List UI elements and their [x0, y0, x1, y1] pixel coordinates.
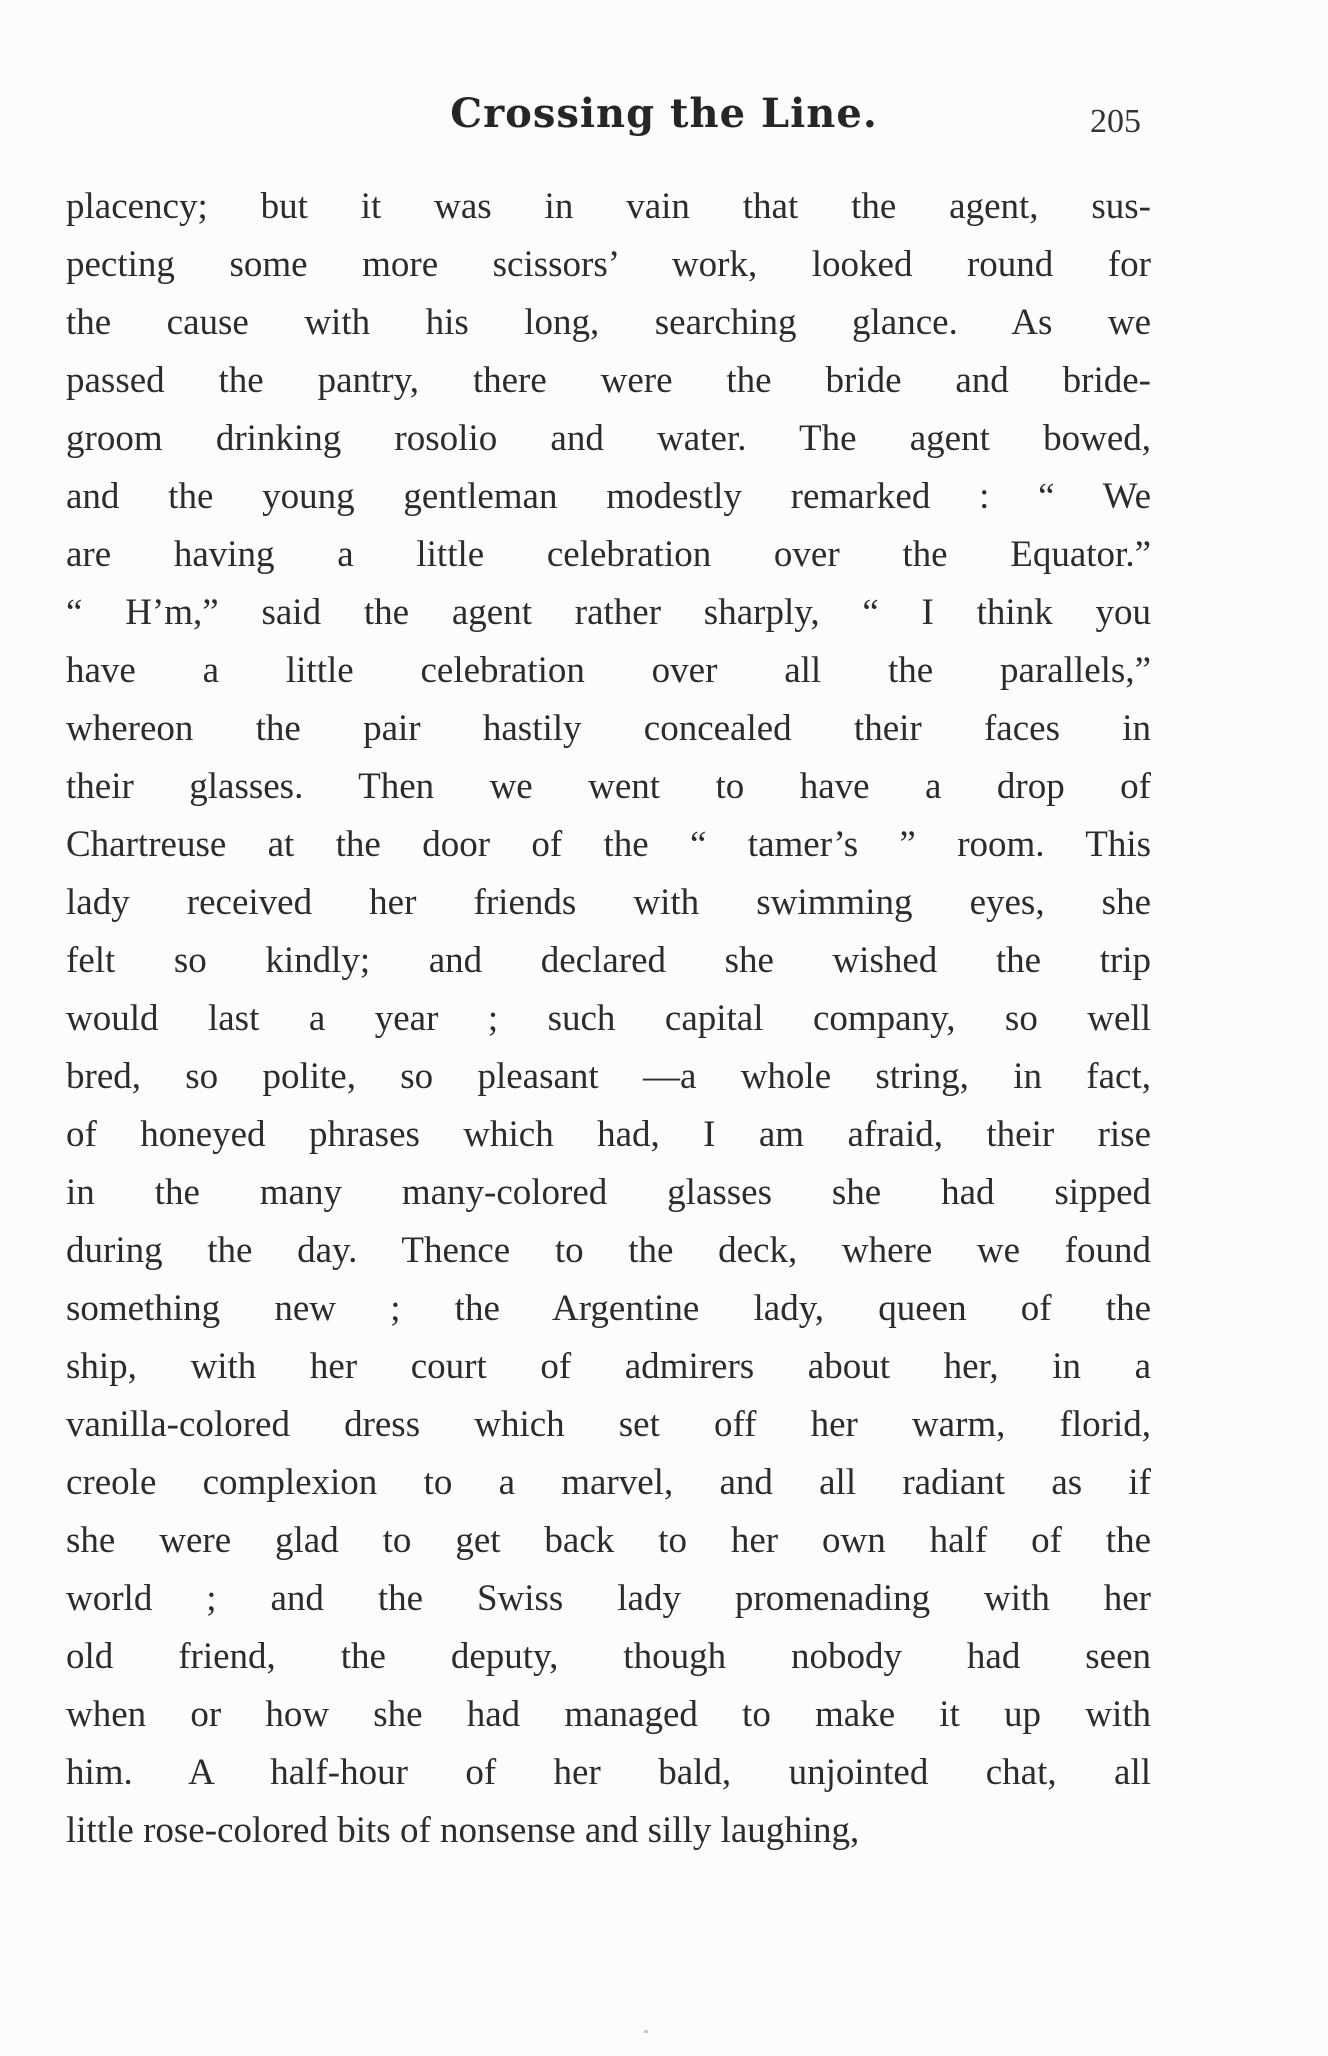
text-line: the cause with his long, searching glance. As we [66, 302, 1151, 343]
text-line: placency; but it was in vain that the agent, sus- [66, 186, 1151, 227]
text-line: something new ; the Argentine lady, queen of the [66, 1288, 1151, 1329]
text-line: during the day. Thence to the deck, where we found [66, 1230, 1151, 1271]
text-line: their glasses. Then we went to have a drop of [66, 766, 1151, 807]
text-line: are having a little celebration over the Equator.” [66, 534, 1151, 575]
text-line: little rose-colored bits of nonsense and silly laughing, [66, 1810, 860, 1851]
text-line: lady received her friends with swimming eyes, she [66, 882, 1151, 923]
text-line: groom drinking rosolio and water. The agent bowed, [66, 418, 1151, 459]
text-line: “ H’m,” said the agent rather sharply, “ I think you [66, 592, 1151, 633]
text-line: when or how she had managed to make it up with [66, 1694, 1151, 1735]
print-speck [644, 2030, 648, 2033]
text-line: old friend, the deputy, though nobody had seen [66, 1636, 1151, 1677]
text-line: passed the pantry, there were the bride and bride- [66, 360, 1151, 401]
text-line: creole complexion to a marvel, and all radiant as if [66, 1462, 1151, 1503]
text-line: in the many many-colored glasses she had sipped [66, 1172, 1151, 1213]
text-line: vanilla-colored dress which set off her warm, florid, [66, 1404, 1151, 1445]
text-line: felt so kindly; and declared she wished the trip [66, 940, 1151, 981]
text-line: whereon the pair hastily concealed their faces in [66, 708, 1151, 749]
text-line: pecting some more scissors’ work, looked round for [66, 244, 1151, 285]
text-line: of honeyed phrases which had, I am afraid, their rise [66, 1114, 1151, 1155]
text-line: have a little celebration over all the parallels,” [66, 650, 1151, 691]
text-line: bred, so polite, so pleasant —a whole string, in fact, [66, 1056, 1151, 1097]
text-line: ship, with her court of admirers about her, in a [66, 1346, 1151, 1387]
text-line: him. A half-hour of her bald, unjointed chat, all [66, 1752, 1151, 1793]
page-header [0, 84, 1328, 154]
text-line: world ; and the Swiss lady promenading with her [66, 1578, 1151, 1619]
body-text [66, 178, 1151, 1860]
text-line: she were glad to get back to her own half of the [66, 1520, 1151, 1561]
text-line: would last a year ; such capital company, so well [66, 998, 1151, 1039]
running-title: Crossing the Line. [450, 90, 878, 137]
text-line: and the young gentleman modestly remarked : “ We [66, 476, 1151, 517]
text-line: Chartreuse at the door of the “ tamer’s ” room. This [66, 824, 1151, 865]
page-number: 205 [1090, 103, 1141, 140]
